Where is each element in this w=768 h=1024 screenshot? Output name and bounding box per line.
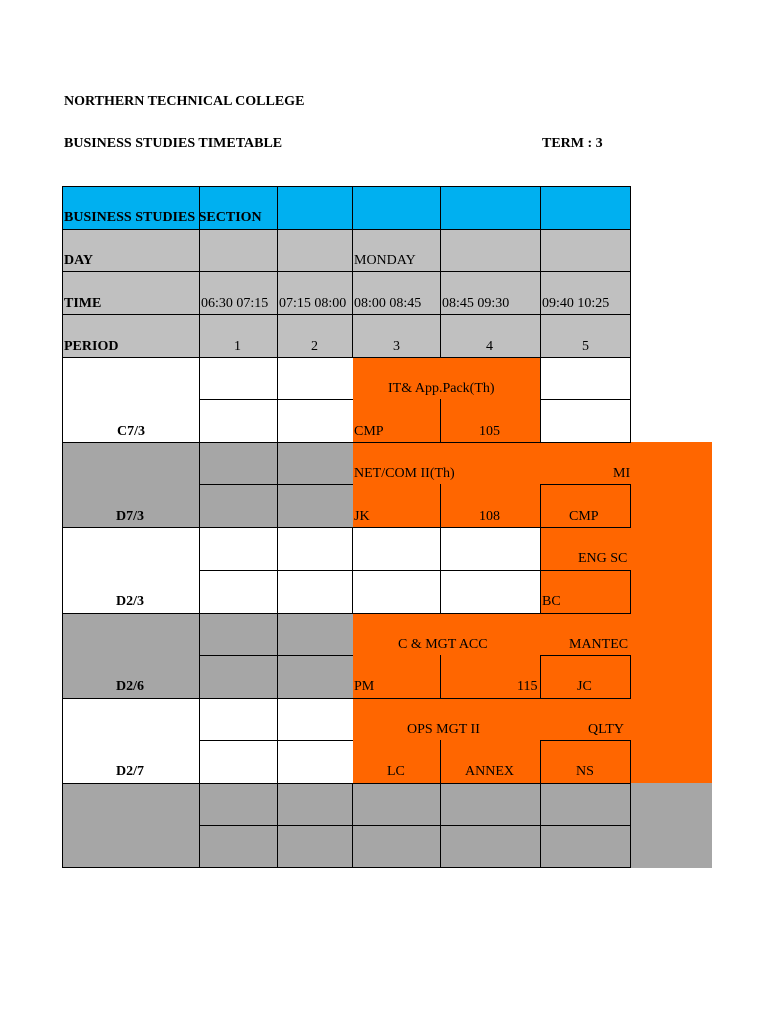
d73-p5-lecturer: CMP xyxy=(569,509,599,524)
class-name-d23: D2/3 xyxy=(116,594,144,609)
period-number: 2 xyxy=(311,339,318,354)
d73-subject: NET/COM II(Th) xyxy=(354,466,455,481)
d23-p5-subject: ENG SC xyxy=(578,551,628,566)
d26-subject: C & MGT ACC xyxy=(398,637,488,652)
section-title: BUSINESS STUDIES SECTION xyxy=(64,210,262,225)
d27-subject: OPS MGT II xyxy=(407,722,480,737)
class-name-d27: D2/7 xyxy=(116,764,144,779)
period-number: 5 xyxy=(582,339,589,354)
class-name-c73: C7/3 xyxy=(117,424,145,439)
d27-orange xyxy=(353,698,712,783)
class-name-d26: D2/6 xyxy=(116,679,144,694)
timetable-title: BUSINESS STUDIES TIMETABLE xyxy=(64,136,283,151)
d27-room: ANNEX xyxy=(465,764,514,779)
period-label: PERIOD xyxy=(64,339,119,354)
d26-lecturer: PM xyxy=(354,679,375,694)
d27-lecturer: LC xyxy=(387,764,405,779)
d26-p5-lecturer: JC xyxy=(577,679,592,694)
time-slot: 08:45 09:30 xyxy=(442,296,510,311)
d23-p5-lecturer: BC xyxy=(542,594,561,609)
day-label: DAY xyxy=(64,253,94,268)
c73-lecturer: CMP xyxy=(354,424,384,439)
time-slot: 06:30 07:15 xyxy=(201,296,269,311)
d26-p5-subject: MANTEC xyxy=(569,637,629,652)
d73-orange xyxy=(353,442,712,527)
term-label: TERM : 3 xyxy=(542,136,603,151)
time-slot: 08:00 08:45 xyxy=(354,296,422,311)
d73-room: 108 xyxy=(479,509,500,524)
period-number: 3 xyxy=(393,339,400,354)
header-rows-fill xyxy=(63,229,631,357)
college-name: NORTHERN TECHNICAL COLLEGE xyxy=(64,94,305,109)
day-value: MONDAY xyxy=(354,253,416,268)
d27-p5-subject: QLTY xyxy=(588,722,625,737)
period-number: 4 xyxy=(486,339,493,354)
time-slot: 07:15 08:00 xyxy=(279,296,347,311)
c73-room: 105 xyxy=(479,424,500,439)
period-number: 1 xyxy=(234,339,241,354)
c73-subject: IT& App.Pack(Th) xyxy=(388,381,495,396)
d26-room: 115 xyxy=(517,679,538,694)
time-label: TIME xyxy=(64,296,102,311)
class-name-d73: D7/3 xyxy=(116,509,144,524)
d73-p5-subject: MI xyxy=(613,466,631,481)
d27-p5-lecturer: NS xyxy=(576,764,594,779)
d73-lecturer: JK xyxy=(354,509,370,524)
time-slot: 09:40 10:25 xyxy=(542,296,610,311)
